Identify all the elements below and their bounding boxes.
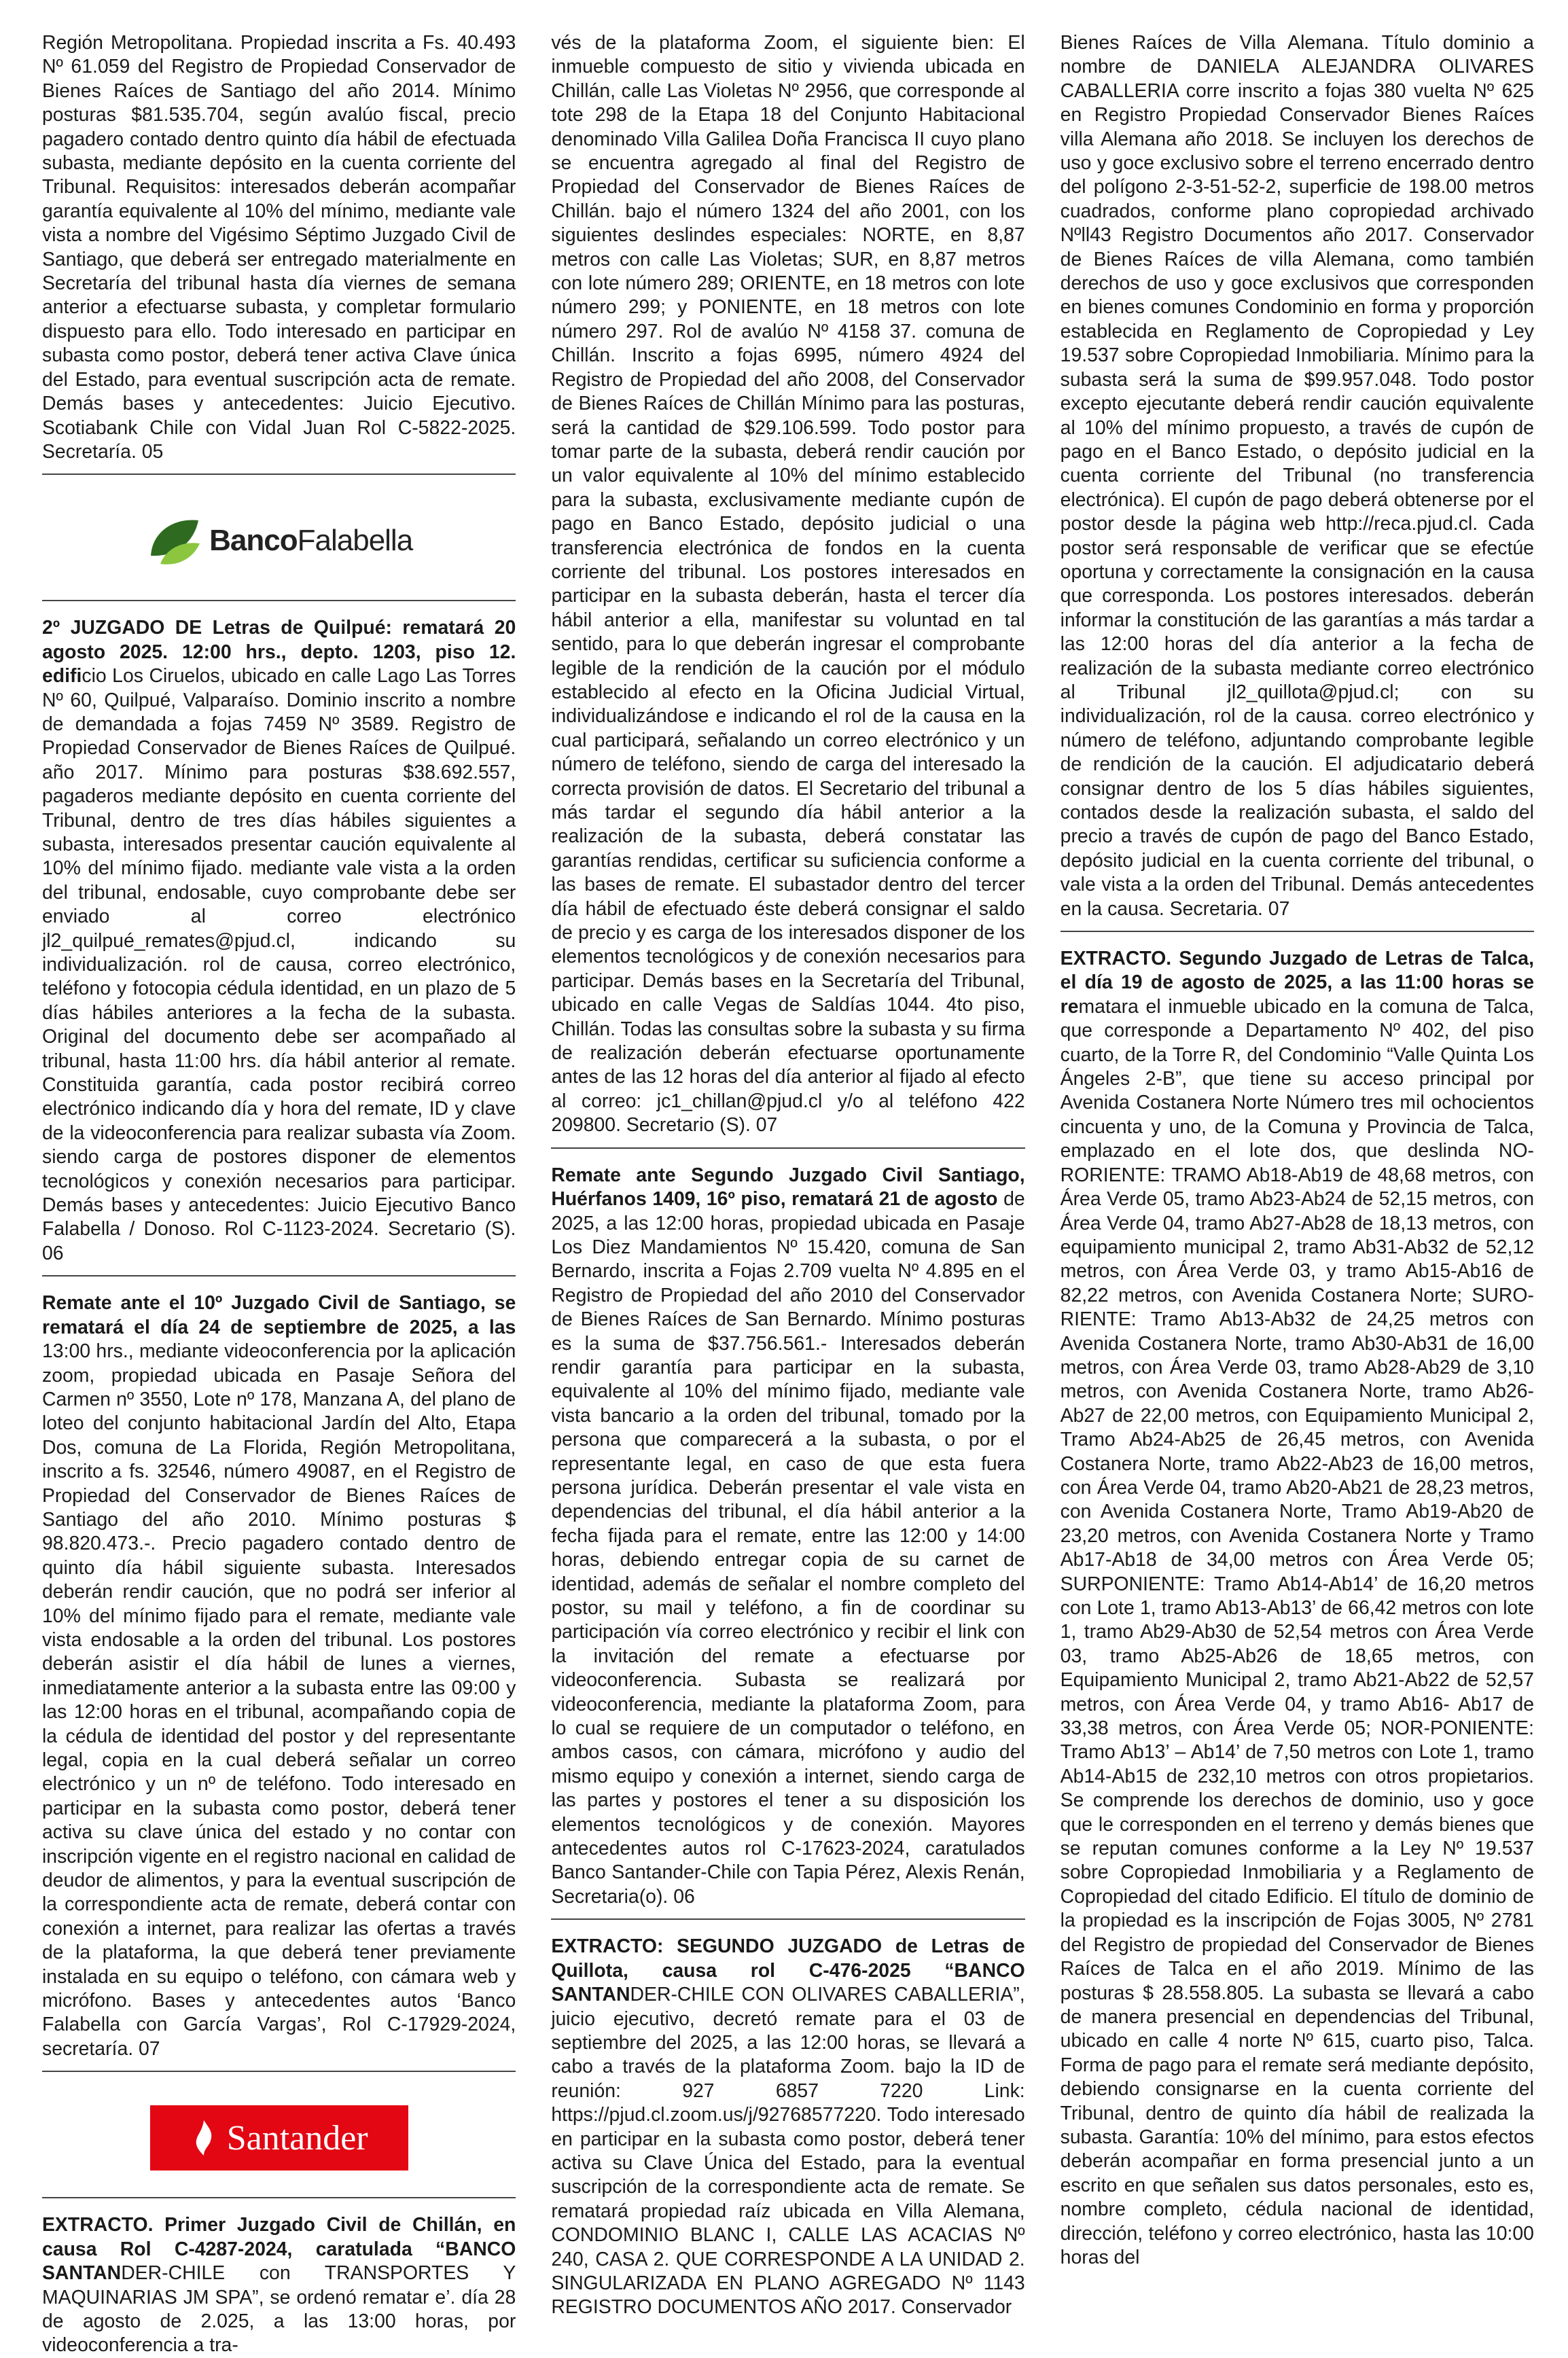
notice-body: matara el inmueble ubicado en la comuna de Talca, que corresponde a Departamento Nº 402, del piso cuarto, de la Torre R, del Condominio “Valle Quinta Los Ángeles 2-B”, que tiene su acceso principal por Avenida Costanera Norte Número tres mil ochocientos cincuenta y uno, de la Comuna y Provincia de Talca, emplazado en el lote dos, que deslinda NO-RORIENTE: TRAMO Ab18-Ab19 de 48,68 metros, con Área Verde 05, tramo Ab23-Ab24 de 52,15 metros, con Área Verde 04, tramo Ab27-Ab28 de 18,13 metros, con equipamiento municipal 2, tramo Ab31-Ab32 de 52,12 metros, con Área Verde 03, y tramo Ab15-Ab16 de 82,22 metros, con Avenida Costanera Norte; SURO-RIENTE: Tramo Ab13-Ab32 de 24,25 metros con Avenida Costanera Norte, tramo Ab30-Ab31 de 16,00 metros, con Área Verde 03, tramo Ab28-Ab29 de 3,10 metros, con Avenida Costanera Norte, tramo Ab26-Ab27 de 22,00 metros, con Equipamiento Municipal 2, Tramo Ab24-Ab25 de 26,45 metros, con Avenida Costanera Norte, tramo Ab22-Ab23 de 16,00 metros, con Área Verde 04, tramo Ab20-Ab21 de 28,23 metros, con Avenida Costanera Norte, Tramo Ab19-Ab20 de 23,20 metros, con Avenida Costanera Norte y Tramo Ab17-Ab18 de 34,00 metros con Área Verde 05; SURPONIENTE: Tramo Ab14-Ab14’ de 16,20 metros con Lote 1, tramo Ab13-Ab13’ de 66,42 metros con lote 1, tramo Ab29-Ab30 de 52,54 metros con Área Verde 03, tramo Ab25-Ab26 de 18,65 metros, con Equipamiento Municipal 2, tramo Ab21-Ab22 de 52,57 metros, con Área Verde 04, y tramo Ab16- Ab17 de 33,38 metros, con Área Verde 05; NOR-PONIENTE: Tramo Ab13’ – Ab14’ de 7,50 metros con Lote 1, tramo Ab14-Ab15 de 232,10 metros con otros propietarios. Se comprende los derechos de dominio, uso y goce que le corresponden en el terreno y demás bienes que se reputan comunes conforme a la Ley Nº 19.537 sobre Copropiedad Inmobiliaria y a Reglamento de Copropiedad del citado Edificio. El título de dominio de la propiedad es la inscripción de Fojas 3005, Nº 2781 del Registro de propiedad del Conservador de Bienes Raíces de Talca en el año 2019. Mínimo de las posturas $ 28.558.805. La subasta se llevará a cabo de manera presencial en dependencias del Tribunal, ubicado en calle 4 norte Nº 615, cuarto piso, Talca. Forma de pago para el remate será mediante depósito, debiendo consignarse en la cuenta corriente del Tribunal, dentro de quinto día hábil de realizada la subasta. Garantía: 10% del mínimo, para estos efectos deberán acompañar en forma presencial junto a un escrito en que señalen sus datos personales, esto es, nombre completo, cédula nacional de identidad, dirección, teléfono y correo electrónico, hasta las 10:00 horas del [1060,995,1534,2268]
notice-heading: EXTRACTO: SEGUNDO JUZGADO de Letras de Quillota, causa rol C-476-2025 “BANCO SANTAN [551,1935,1025,2006]
falabella-wordmark: BancoFalabella [209,524,413,558]
notice-heading: Remate ante el 10º Juzgado Civil de Santiago, se rematará el día 24 de septiembre de 2025, a las [42,1292,516,1338]
santander-wordmark: Santander [226,2118,368,2158]
notice-body: Bienes Raíces de Villa Alemana. Título dominio a nombre de DANIELA ALEJANDRA OLIVARES CABALLERIA corre inscrito a fojas 380 vuelta Nº 625 en Registro Propiedad Conservador Bienes Raíces villa Alemana año 2018. Se incluyen los derechos de uso y goce exclusivo sobre el terreno encerrado dentro del polígono 2-3-51-52-2, superficie de 198.00 metros cuadrados, conforme plano copropiedad archivado Nºll43 Registro Documentos año 2017. Conservador de Bienes Raíces de villa Alemana, como también derechos de uso y goce exclusivos que corresponden en bienes comunes Condominio en forma y proporción establecida en Reglamento de Copropiedad y Ley 19.537 sobre Copropiedad Inmobiliaria. Mínimo para la subasta será la suma de $99.957.048. Todo postor excepto ejecutante deberá rendir caución equivalente al 10% del mínimo propuesto, a través de cupón de pago en el Banco Estado, o depósito judicial en la cuenta corriente del Tribunal (no transferencia electrónica). El cupón de pago deberá obtenerse por el postor desde la página web http://reca.pjud.cl. Cada postor será responsable de verificar que se efectúe oportuna y correctamente la consignación en la causa que corresponda. Los postores interesados. deberán informar la constitución de las garantías a más tardar a las 12:00 horas del día anterior a la fecha de realización de la subasta mediante correo electrónico al Tribunal jl2_quillota@pjud.cl; con su individualización, rol de la causa. correo electrónico y número de teléfono, adjuntando comprobante legible de rendición de la caución. El adjudicatario deberá consignar dentro de los 5 días hábiles siguientes, contados desde la realización subasta, el saldo del precio a través de cupón de pago del Banco Estado, depósito judicial en la cuenta corriente del tribunal, o vale vista a la orden del Tribunal. Demás antecedentes en la causa. Secretaria. 07 [1060,32,1534,920]
notice-heading: EXTRACTO. Segundo Juzgado de Letras de Talca, el día 19 de agosto de 2025, a las 11:00 horas se re [1060,948,1534,1018]
santander-logo [42,2087,516,2189]
notice-heading: EXTRACTO. Primer Juzgado Civil de Chillán, en causa Rol C-4287-2024, caratulada “BANCO SANTAN [42,2214,516,2285]
divider [42,1275,516,1276]
notice-body: vés de la plataforma Zoom, el siguiente bien: El inmueble compuesto de sitio y vivienda ubicada en Chillán, calle Las Violetas Nº 2956, que corresponde al tote 298 de la Etapa 18 del Conjunto Habitacional denominado Villa Galilea Doña Francisca II cuyo plano se encuentra agregado al final del Registro de Propiedad del Conservador de Bienes Raíces de Chillán. bajo el número 1324 del año 2001, con los siguientes deslindes especiales: NORTE, en 8,87 metros con calle Las Violetas; SUR, en 8,87 metros con lote número 289; ORIENTE, en 18 metros con lote número 299; y PONIENTE, en 18 metros con lote número 297. Rol de avalúo Nº 4158 37. comuna de Chillán. Inscrito a fojas 6995, número 4924 del Registro de Propiedad del año 2008, del Conservador de Bienes Raíces de Chillán Mínimo para las posturas, será la cantidad de $29.106.599. Todo postor para tomar parte de la subasta, deberá rendir caución por un valor equivalente al 10% del mínimo establecido para la subasta, exclusivamente mediante cupón de pago en Banco Estado, depósito judicial o una transferencia electrónica de fondos en la cuenta corriente del tribunal. Los postores interesados en participar en la subasta deberán, hasta el tercer día hábil anterior a ella, manifestar su voluntad en tal sentido, para lo que deberán ingresar el comprobante legible de la rendición de la caución por el módulo establecido al efecto en la Oficina Judicial Virtual, individualizándose e indicando el rol de la causa en la cual participará, señalando un correo electrónico y un número de teléfono, siendo de carga del interesado la correcta provisión de datos. El Secretario del tribunal a más tardar el segundo día hábil anterior a la realización de la subasta, deberá constatar las garantías rendidas, certificar su suficiencia conforme a las bases de remate. El subastador dentro del tercer día hábil de efectuado éste deberá consignar el saldo de precio y es carga de los interesados disponer de los elementos tecnológicos y de conexión necesarios para participar. Demás bases en la Secretaría del Tribunal, ubicado en calle Vegas de Saldías 1044. 4to piso, Chillán. Todas las consultas sobre la subasta y su firma de realización deberán efectuarse oportunamente antes de las 12 horas del día anterior al fijado al efecto al correo: jc1_chillan@pjud.cl y/o al teléfono 422 209800. Secretario (S). 07 [551,32,1025,1137]
notice-scotiabank [42,31,516,464]
divider [1061,931,1534,932]
notice-chillan-continued [551,31,1024,1138]
notice-10-juzgado-santiago [42,1291,516,2061]
notice-talca [1061,947,1534,2270]
divider [551,1918,1024,1920]
santander-flame-icon [190,2119,217,2157]
column-3 [1060,31,1534,2268]
notice-quillota [551,1935,1024,2320]
notice-heading: 2º JUZGADO DE Letras de Quilpué: rematará 20 agosto 2025. 12:00 hrs., depto. 1203, piso 12. edifi [42,617,516,687]
notice-quillota-continued [1061,31,1534,921]
notice-body: DER-CHILE con TRANSPORTES Y MAQUINARIAS JM SPA”, se ordenó rematar e’. día 28 de agosto de 2.025, a las 13:00 horas, por videoconferencia a tra- [42,2262,516,2357]
notice-body: Región Metropolitana. Propiedad inscrita a Fs. 40.493 Nº 61.059 del Registro de Propiedad Conservador de Bienes Raíces de Santiago del año 2014. Mínimo posturas $81.535.704, según avalúo fiscal, precio pagadero contado dentro quinto día hábil de efectuada subasta, mediante depósito en la cuenta corriente del Tribunal. Requisitos: interesados deberán acompañar garantía equivalente al 10% del mínimo, mediante vale vista a nombre del Vigésimo Séptimo Juzgado Civil de Santiago, que deberá ser entregado materialmente en Secretaría del tribunal hasta día viernes de semana anterior a efectuarse subasta, y completar formulario dispuesto para ello. Todo interesado en participar en subasta como postor, deberá tener activa Clave única del Estado, para eventual suscripción acta de remate. Demás bases y antecedentes: Juicio Ejecutivo. Scotiabank Chile con Vidal Juan Rol C-5822-2025. Secretaría. 05 [42,32,516,463]
notice-body: 13:00 hrs., mediante videoconferencia por la aplicación zoom, propiedad ubicada en Pasaje Señora del Carmen nº 3550, Lote nº 178, Manzana A, del plano de loteo del conjunto habitacional Jardín del Alto, Etapa Dos, comuna de La Florida, Región Metropolitana, inscrito a fs. 32546, número 49087, en el Registro de Propiedad del Conservador de Bienes Raíces de Santiago del año 2010. Mínimo posturas $ 98.820.473.-. Precio pagadero contado dentro de quinto día hábil siguiente subasta. Interesados deberán rendir caución, que no podrá ser inferior al 10% del mínimo fijado para el remate, mediante vale vista endosable a la orden del tribunal. Los postores deberán asistir el día hábil de lunes a viernes, inmediatamente anterior a la subasta entre las 09:00 y las 12:00 horas en el tribunal, acompañando copia de la cédula de identidad del postor y del representante legal, copia en la cual deberá señalar un correo electrónico y un nº de teléfono. Todo interesado en participar en la subasta como postor, deberá tener activa su clave única del estado y no contar con inscripción vigente en el registro nacional en calidad de deudor de alimentos, y para la eventual suscripción de la correspondiente acta de remate, deberá contar con conexión a internet, para realizar las ofertas a través de la plataforma, la que deberá tener previamente instalada en su equipo o teléfono, con cámara web y micrófono. Bases y antecedentes autos ‘Banco Falabella con García Vargas’, Rol C-17929-2024, secretaría. 07 [42,1340,516,2060]
divider [551,1147,1024,1149]
notice-body: de 2025, a las 12:00 horas, propiedad ubicada en Pasaje Los Diez Mandamientos Nº 15.420, comuna de San Bernardo, inscrita a Fojas 2.709 vuelta Nº 4.895 en el Registro de Propiedad del año 2010 del Conservador de Bienes Raíces de San Bernardo. Mínimo posturas es la suma de $37.756.561.- Interesados deberán rendir garantía para participar en la subasta, equivalente al 10% del mínimo fijado, mediante vale vista bancario a la orden del tribunal, tomado por la persona que comparecerá a la subasta, o por el representante legal, en caso de que esta fuera persona jurídica. Deberán presentar el vale vista en dependencias del tribunal, el día hábil anterior a la fecha fijada para el remate, entre las 12:00 y 14:00 horas, debiendo entregar copia de su carnet de identidad, además de señalar el nombre completo del postor, su mail y teléfono, a fin de coordinar su participación vía correo electrónico y recibir el link con la invitación del remate a efectuarse por videoconferencia. Subasta se realizará por videoconferencia, mediante la plataforma Zoom, para lo cual se requiere de un computador o teléfono, en ambos casos, con cámara, micrófono y audio del mismo equipo y conexión a internet, siendo carga de las partes y postores el tener a su disposición los elementos tecnológicos y de conexión. Mayores antecedentes autos rol C-17623-2024, caratulados Banco Santander-Chile con Tapia Pérez, Alexis Renán, Secretaria(o). 06 [551,1188,1025,1908]
divider [42,2197,516,2198]
divider [42,474,516,475]
notice-body: cio Los Ciruelos, ubicado en calle Lago Las Torres Nº 60, Quilpué, Valparaíso. Dominio inscrito a nombre de demandada a fojas 7459 Nº 3589. Registro de Propiedad Conservador de Bienes Raíces de Quilpué. año 2017. Mínimo para posturas $38.692.557, pagaderos mediante depósito en cuenta corriente del Tribunal, dentro de tres días hábiles siguientes a subasta, interesados presentar caución equivalente al 10% del mínimo fijado. mediante vale vista a la orden del tribunal, endosable, cuyo comprobante debe ser enviado al correo electrónico jl2_quilpué_remates@pjud.cl, indicando su individualización. rol de causa, correo electrónico, teléfono y fotocopia cédula identidad, en un plazo de 5 días hábiles anteriores a la fecha de la subasta. Original del documento debe ser acompañado al tribunal, hasta 11:00 hrs. día hábil anterior al remate. Constituida garantía, cada postor recibirá correo electrónico indicando día y hora del remate, ID y clave de la videoconferencia para realizar subasta vía Zoom. siendo carga de postores disponer de elementos tecnológicos y conexión necesarios para participar. Demás bases y antecedentes: Juicio Ejecutivo Banco Falabella / Donoso. Rol C-1123-2024. Secretario (S). 06 [42,665,516,1264]
notice-2-juzgado-santiago [551,1164,1024,1910]
divider [42,600,516,601]
notice-body: DER-CHILE CON OLIVARES CABALLERIA”, juicio ejecutivo, decretó remate para el 03 de septiembre del 2025, a las 12:00 horas, se llevará a cabo a través de la plataforma Zoom. bajo la ID de reunión: 927 6857 7220 Link: https://pjud.cl.zoom.us/j/92768577220. Todo interesado en participar en la subasta como postor, deberá tener activa su Clave Única del Estado, para la eventual suscripción de la correspondiente acta de remate. Se rematará propiedad raíz ubicada en Villa Alemana, CONDOMINIO BLANC I, CALLE LAS ACACIAS Nº 240, CASA 2. QUE CORRESPONDE A LA UNIDAD 2. SINGULARIZADA EN PLANO AGREGADO Nº 1143 REGISTRO DOCUMENTOS AÑO 2017. Conservador [551,1984,1025,2319]
falabella-leaf-icon [145,514,204,568]
notice-chillan [42,2213,516,2357]
notice-quilpue [42,616,516,1266]
column-2 [551,31,1025,2319]
notice-heading: Remate ante Segundo Juzgado Civil Santiago, Huérfanos 1409, 16º piso, rematará 21 de agosto [551,1164,1025,1211]
divider [42,2071,516,2072]
column-1 [42,31,516,2357]
banco-falabella-logo [42,490,516,592]
